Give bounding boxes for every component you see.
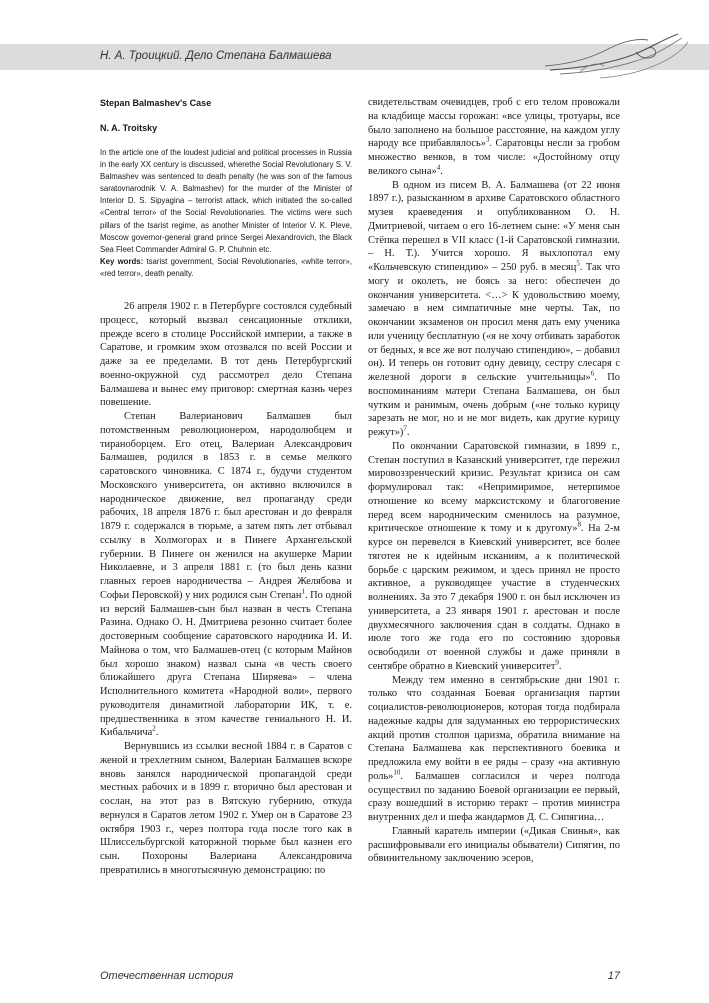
page-number: 17	[607, 970, 620, 982]
running-head: Н. А. Троицкий. Дело Степана Балмашева	[100, 50, 332, 62]
journal-name: Отечественная история	[100, 970, 234, 982]
keywords-text: tsarist government, Social Revolutionaries, «white terror», «red terror», death penalty.	[100, 256, 352, 278]
footnote-ref[interactable]: 9	[555, 658, 559, 667]
abstract-title: Stepan Balmashev's Case	[100, 98, 212, 108]
paragraph: По окончании Саратовской гимназии, в 1899 г., Степан поступил в Казанский университет, где пережил мировоззренческий кризис. Результат кризиса он сам формулировал так: «Непримиримое, нетерпимое отношение ко всему марксистскому и благоговение перед всем народническим сменилось на разумное, критическое отношение к тому и к другому»$^8$. На 2-м курсе он перевелся в Киевский университет, все более тяготея не к идейным исканиям, а к политической борьбе с царским режимом, и здесь принял не просто активное, а руководящее участие в студенческих волнениях. За это 7 декабря 1900 г. он был исключен из университета, а 23 января 1901 г. арестован и после двухмесячного заключения сдан в солдаты. Однако в июле того же года его по состоянию здоровья освободили от военной службы и даже приняли в сентябре обратно в Киевский университет$^9$.	[368, 440, 621, 672]
keywords	[100, 256, 352, 280]
abstract-text: In the article one of the loudest judicial and political processes in Russia in the early XX century is discussed, wherethe Social Revolutionary S. V. Balmashev was sentenced to death penalty (he was son of the famous saratovnarodnik V. A. Balmashev) for the murder of the Minister of Interior D. S. Sipyagina – terrorist attack, which initiated the so-called «Central terror» of the Social Revolutionaries. The victims were such pillars of the tsarist regime, as another Minister of Interior V. K. Pleve, Moscow governor-general grand prince Sergei Alexandrovich, the Black Sea Fleet Commander Admiral G. P. Chuhnin etc.	[100, 148, 352, 254]
paragraph: Степан Валерианович Балмашев был потомственным революционером, народолюбцем и тираноборцем. Его отец, Валериан Александрович Балмашев, родился в 1853 г. в семье мелкого саратовского чиновника. С 1874 г., будучи студентом Московского университета, он активно включился в народническое движение, вел пропаганду среди рабочих, 18 апреля 1876 г. был арестован и до февраля 1879 г. содержался в тюрьме, а затем пять лет отбывал ссылку в Холмогорах и в Пинеге Архангельской губернии. В Пинеге он женился на акушерке Марии Николаевне, и 3 апреля 1881 г. (то был день казни главных героев народничества – Андрея Желябова и Софьи Перовской) у них родился сын Степан$^1$. По одной из версий Балмашев-сын был назван в честь Степана Разина. Однако О. Н. Дмитриева резонно считает более достоверным сообщение саратовского народника И. И. Майнова о том, что Балмашев-отец (с которым Майнов был хорошо знаком) назвал сына «в честь своего ближайшего друга Степана Ширяева» – члена Исполнительного комитета «Народной воли», первого руководителя динамитной лаборатории ИК, т. е. предшественника в этом качестве гениального Н. И. Кибальчича$^2$.	[100, 411, 352, 739]
footnote-ref[interactable]: 6	[590, 369, 595, 378]
ornament-flourish-icon	[540, 28, 690, 88]
footnote-ref[interactable]: 10	[393, 768, 401, 777]
left-column	[100, 96, 352, 878]
paragraph: Между тем именно в сентябрьские дни 1901 г. только что созданная Боевая организация партии социалистов-революционеров, которая тогда подбирала надежные кадры для задуманных ею террористических акций против столпов царизма, обратила внимание на Степана Балмашева как перспективного боевика и предложила ему войти в ее ряды – сразу «на активную роль»$^{10}$. Балмашев согласился и через полгода осуществил по заданию Боевой организации ее первый, сразу вошедший в историю теракт – против министра внутренних дел и шефа жандармов Д. С. Сипягина…	[368, 674, 620, 823]
paragraph: В одном из писем В. А. Балмашева (от 22 июня 1897 г.), разысканном в архиве Саратовского областного музея краеведения и опубликованном О. Н. Дмитриевой, читаем о его 16-летнем сыне: «У меня сын Стёпка перешел в VII класс (1-й Саратовской гимназии. – Н. Т.). Учится хорошо. Я выхлопотал ему «Кольчевскую стипендию» – 250 руб. в месяц$^5$. Так что могу и околеть, не боясь за него: обеспечен до окончания университета. <…> К удовольствию моему, замечаю в нем симпатичные мне черты. Так, по окончании экзаменов он просил меня дать ему ученика или ученицу бесплатную («я не хочу отбивать заработок от бедных, я все же вот получаю стипендию», – добавил он). И теперь он готовит одну девицу, сестру слесаря с железной дороги в сельские учительницы»$^6$. По воспоминаниям матери Степана Балмашева, он был чутким и ранимым, очень добрым («не только курицу зарезать не мог, но и не мог видеть, как другие курицу режут»)$^7$.	[368, 179, 620, 438]
paragraph: Главный каратель империи («Дикая Свинья», как расшифровывали его инициалы обыватели) Сипягин, по обвинительному заключению эсеров,	[368, 825, 620, 865]
footnote-ref[interactable]: 1	[301, 587, 305, 596]
right-column	[368, 96, 620, 866]
paragraph: Вернувшись из ссылки весной 1884 г. в Саратов с женой и трехлетним сыном, Валериан Балмашев вскоре вновь занялся народнической пропагандой среди местных рабочих и в 1899 г. вторично был арестован и сослан, на этот раз в Вятскую губернию, откуда вернулся в Саратов летом 1902 г. Умер он в Саратове 23 октября 1903 г., через полтора года после того как в Шлиссельбургской каторжной тюрьме был казнен его сын. Похороны Валериана Александровича превратились в многотысячную демонстрацию: по	[100, 741, 352, 876]
paragraph: 26 апреля 1902 г. в Петербурге состоялся судебный процесс, который вызвал сенсационные отклики, прежде всего в столице Российской империи, а также в Саратове, и громким эхом отозвался по всей России и даже за ее пределами. В тот день Петербургский военно-окружной суд рассмотрел дело Степана Балмашева и вынес ему приговор: смертная казнь через повешение.	[100, 301, 352, 409]
footnote-ref[interactable]: 4	[436, 163, 441, 172]
footnote-ref[interactable]: 5	[576, 259, 580, 268]
abstract-author: N. A. Troitsky	[100, 123, 158, 133]
footnote-ref[interactable]: 2	[152, 724, 156, 733]
footnote-ref[interactable]: 8	[577, 520, 582, 529]
footnote-ref[interactable]: 3	[485, 135, 490, 144]
footnote-ref[interactable]: 7	[403, 424, 407, 433]
paragraph: свидетельствам очевидцев, гроб с его телом провожали на кладбище массы горожан: «все улицы, тротуары, все было заполнено на большое расстояние, на каждом углу народу все прибавлялось»$^3$. Саратовцы несли за гробом множество венков, в том числе: «Достойному отцу великого сына»$^4$.	[368, 97, 620, 177]
keywords-label: Key words:	[100, 256, 144, 266]
